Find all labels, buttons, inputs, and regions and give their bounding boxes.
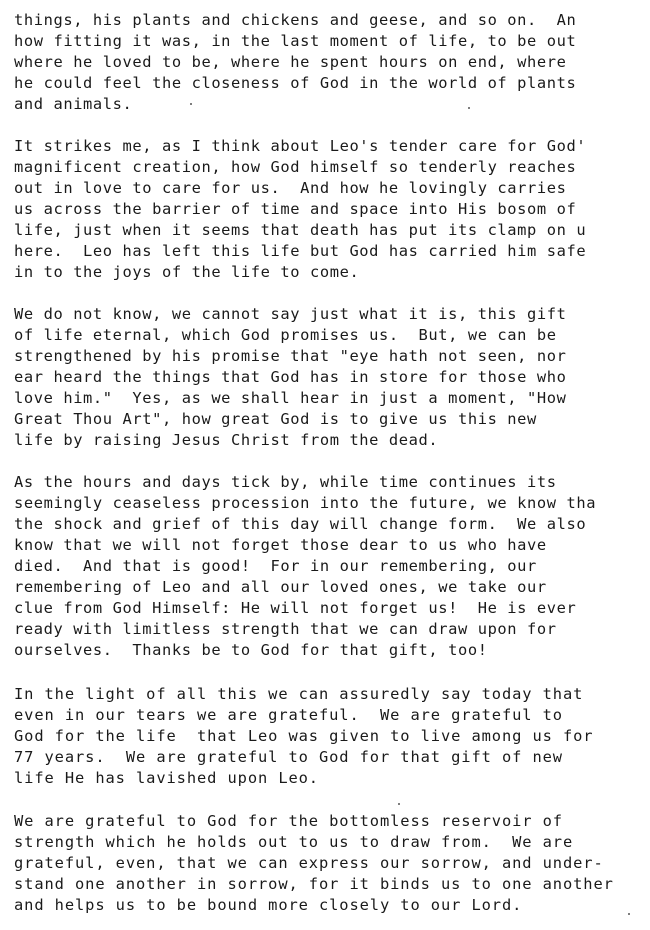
text-line: ourselves. Thanks be to God for that gift, too!: [14, 641, 488, 659]
paragraph-3: [14, 304, 567, 451]
text-line: 77 years. We are grateful to God for that gift of new: [14, 748, 563, 766]
paragraph-2: [14, 136, 586, 283]
text-line: strengthened by his promise that "eye hath not seen, nor: [14, 347, 567, 365]
paragraph-1: [14, 10, 576, 115]
text-line: know that we will not forget those dear to us who have: [14, 536, 547, 554]
text-line: things, his plants and chickens and geese, and so on. An: [14, 11, 577, 29]
text-line: stand one another in sorrow, for it binds us to one another: [14, 875, 614, 893]
paragraph-5: [14, 684, 593, 789]
text-line: We do not know, we cannot say just what it is, this gift: [14, 305, 567, 323]
scan-speck: [628, 913, 630, 915]
text-line: remembering of Leo and all our loved ones, we take our: [14, 578, 547, 596]
text-line: of life eternal, which God promises us. But, we can be: [14, 326, 557, 344]
text-line: in to the joys of the life to come.: [14, 263, 360, 281]
text-line: life, just when it seems that death has put its clamp on u: [14, 221, 587, 239]
text-line: us across the barrier of time and space into His bosom of: [14, 200, 577, 218]
scan-speck: [190, 103, 192, 105]
text-line: and helps us to be bound more closely to our Lord.: [14, 896, 523, 914]
text-line: how fitting it was, in the last moment of life, to be out: [14, 32, 577, 50]
text-line: died. And that is good! For in our remembering, our: [14, 557, 537, 575]
paragraph-6: [14, 811, 614, 916]
text-line: life by raising Jesus Christ from the dead.: [14, 431, 439, 449]
text-line: strength which he holds out to us to draw from. We are: [14, 833, 574, 851]
text-line: he could feel the closeness of God in the world of plants: [14, 74, 577, 92]
scan-speck: [468, 107, 470, 109]
text-line: the shock and grief of this day will change form. We also: [14, 515, 587, 533]
text-line: We are grateful to God for the bottomless reservoir of: [14, 812, 563, 830]
text-line: ear heard the things that God has in store for those who: [14, 368, 567, 386]
text-line: and animals.: [14, 95, 133, 113]
text-line: clue from God Himself: He will not forget us! He is ever: [14, 599, 577, 617]
text-line: here. Leo has left this life but God has carried him safe: [14, 242, 587, 260]
text-line: God for the life that Leo was given to live among us for: [14, 727, 594, 745]
scan-speck: [398, 803, 400, 805]
text-line: seemingly ceaseless procession into the future, we know tha: [14, 494, 597, 512]
paragraph-4: [14, 472, 596, 661]
text-line: Great Thou Art", how great God is to give us this new: [14, 410, 537, 428]
text-line: out in love to care for us. And how he lovingly carries: [14, 179, 567, 197]
text-line: even in our tears we are grateful. We are grateful to: [14, 706, 563, 724]
text-line: magnificent creation, how God himself so tenderly reaches: [14, 158, 577, 176]
text-line: life He has lavished upon Leo.: [14, 769, 319, 787]
text-line: where he loved to be, where he spent hours on end, where: [14, 53, 567, 71]
text-line: In the light of all this we can assuredly say today that: [14, 685, 584, 703]
text-line: love him." Yes, as we shall hear in just a moment, "How: [14, 389, 567, 407]
text-line: grateful, even, that we can express our sorrow, and under-: [14, 854, 604, 872]
text-line: It strikes me, as I think about Leo's tender care for God': [14, 137, 587, 155]
text-line: As the hours and days tick by, while time continues its: [14, 473, 557, 491]
text-line: ready with limitless strength that we can draw upon for: [14, 620, 557, 638]
